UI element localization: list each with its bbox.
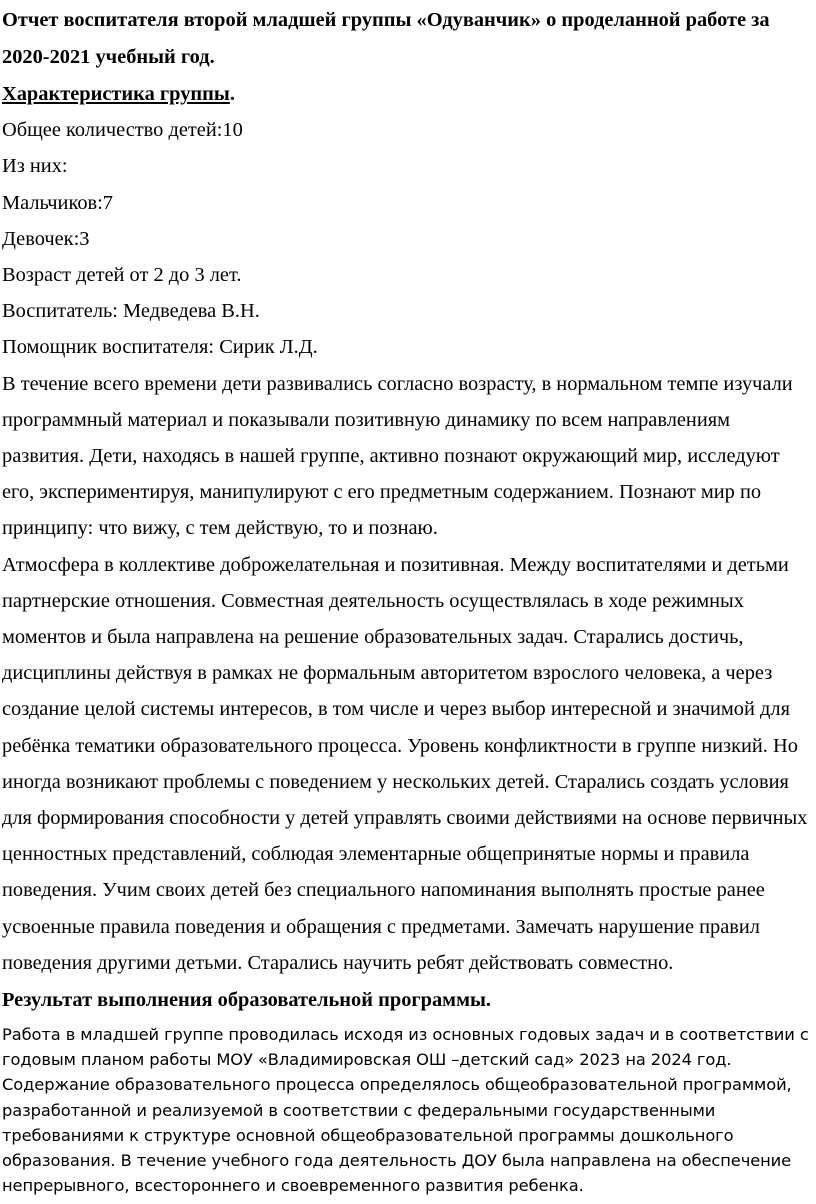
characteristics-heading <box>2 76 810 112</box>
development-paragraph: В течение всего времени дети развивались согласно возрасту, в нормальном темпе изучали программный материал и показывали позитивную динамику по всем направлениям развития. Дети, находясь в нашей группе, активно познают окружающий мир, исследуют его, экспериментируя, манипулируют с его предметным содержанием. Познают мир по принципу: что вижу, с тем действую, то и познаю. <box>2 372 793 540</box>
children-total: Общее количество детей:10 <box>2 119 243 142</box>
characteristics-heading-text: Характеристика группы <box>2 83 230 105</box>
girls-count: Девочек:3 <box>2 227 90 250</box>
children-of-them: Из них: <box>2 155 68 178</box>
group-info-list <box>2 112 810 365</box>
teacher-name: Воспитатель: Медведева В.Н. <box>2 300 260 323</box>
document-title: Отчет воспитателя второй младшей группы «Одуванчик» о проделанной работе за 2020-2021 учебный год. <box>2 9 770 68</box>
characteristics-heading-suffix: . <box>229 83 235 105</box>
results-heading: Результат выполнения образовательной программы. <box>2 989 491 1012</box>
atmosphere-paragraph: Атмосфера в коллективе доброжелательная и позитивная. Между воспитателями и детьми партнерские отношения. Совместная деятельность осуществлялась в ходе режимных моментов и была направлена на решение образовательных задач. Старались достичь, дисциплины действуя в рамках не формальным авторитетом взрослого человека, а через создание целой системы интересов, в том числе и через выбор интересной и значимой для ребёнка тематики образовательного процесса. Уровень конфликтности в группе низкий. Но иногда возникают проблемы с поведением у нескольких детей. Старались создать условия для формирования способности у детей управлять своими действиями на основе первичных ценностных представлений, соблюдая элементарные общепринятые нормы и правила поведения. Учим своих детей без специального напоминания выполнять простые ранее усвоенные правила поведения и обращения с предметами. Замечать нарушение правил поведения другими детьми. Старались научить ребят действовать совместно. <box>2 553 808 974</box>
assistant-name: Помощник воспитателя: Сирик Л.Д. <box>2 336 318 359</box>
children-age: Возраст детей от 2 до 3 лет. <box>2 264 242 287</box>
boys-count: Мальчиков:7 <box>2 191 114 214</box>
results-paragraph: Работа в младшей группе проводилась исходя из основных годовых задач и в соответствии с годовым планом работы МОУ «Владимировская ОШ –детский сад» 2023 на 2024 год. Содержание образовательного процесса определялось общеобразовательной программой, разработанной и реализуемой в соответствии с федеральными государственными требованиями к структуре основной общеобразовательной программы дошкольного образования. В течение учебного года деятельность ДОУ была направлена на обеспечение непрерывного, всестороннего и своевременного развития ребенка. <box>2 1025 809 1196</box>
